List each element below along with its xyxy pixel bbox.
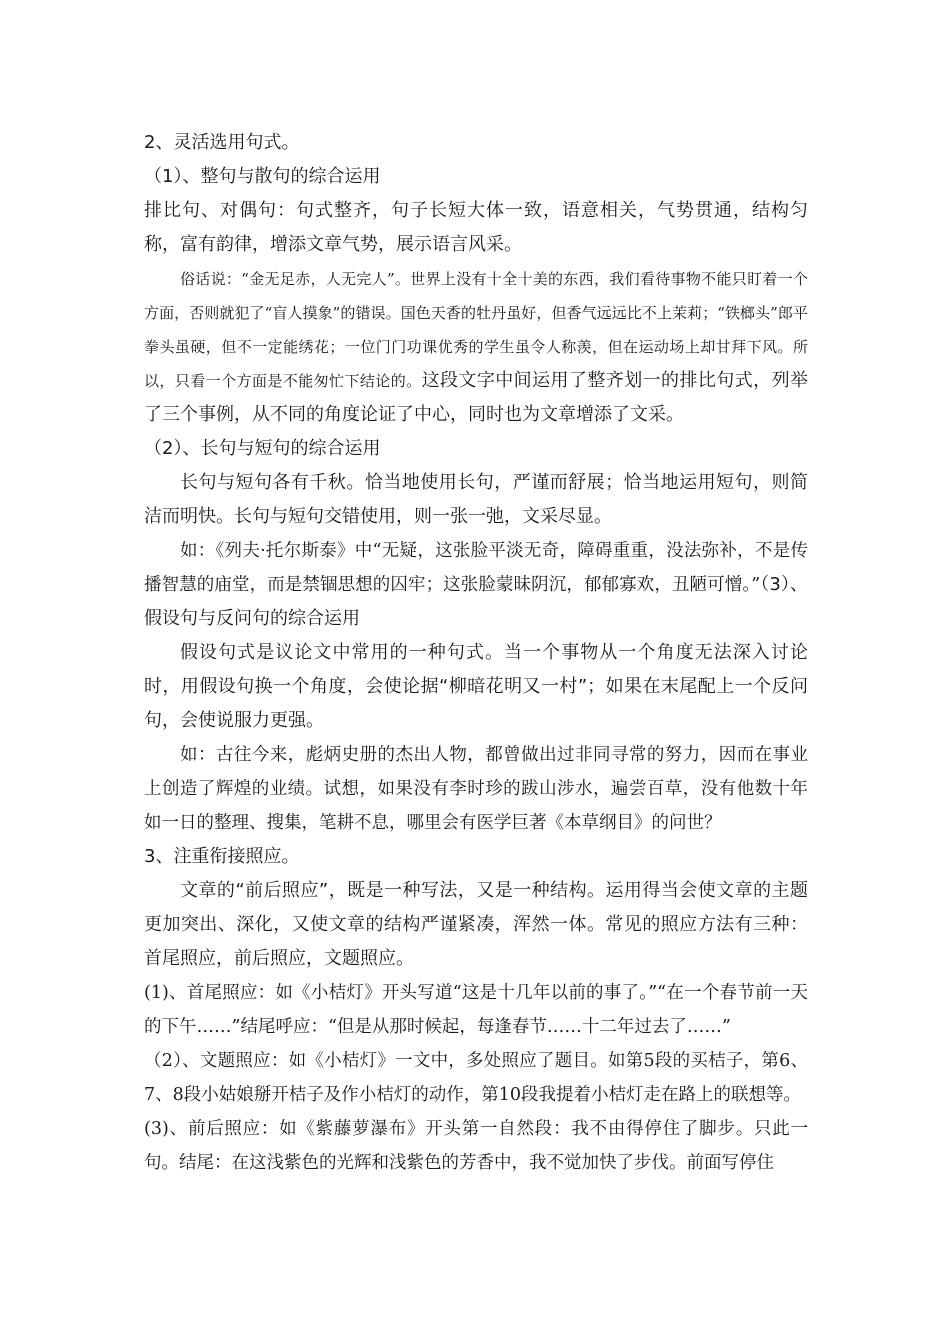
section-2-1-paragraph: 排比句、对偶句：句式整齐，句子长短大体一致，语意相关，气势贯通，结构匀称，富有韵律，增添文章气势，展示语言风采。 [144,200,808,255]
section-2-1-title: （1）、整句与散句的综合运用 [144,166,381,187]
section-2-title: 2、灵活选用句式。 [144,132,300,153]
section-3-2-title-echo: （2）、文题照应：如《小桔灯》一文中，多处照应了题目。如第5段的买桔子，第6、7、8段小姑娘掰开桔子及作小桔灯的动作，第10段我提着小桔灯走在路上的联想等。 [144,1051,808,1105]
section-2-1-example [144,262,808,432]
section-3-paragraph: 文章的“前后照应”，既是一种写法，又是一种结构。运用得当会使文章的主题更加突出、深化，又使文章的结构严谨紧凑，浑然一体。常见的照应方法有三种：首尾照应，前后照应，文题照应。 [144,880,808,969]
section-2-3-paragraph: 假设句式是议论文中常用的一种句式。当一个事物从一个角度无法深入讨论时，用假设句换一个角度，会使论据“柳暗花明又一村”；如果在末尾配上一个反问句，会使说服力更强。 [144,642,808,731]
example-quote: 俗话说：“金无足赤，人无完人”。世界上没有十全十美的东西，我们看待事物不能只盯着一个方面，否则就犯了“盲人摸象”的错误。国色天香的牡丹虽好，但香气远远比不上茉莉；“铁榔头”郎平拳头虽硬，但不一定能绣花；一位门门功课优秀的学生虽令人称羡，但在运动场上却甘拜下风。所以，只看一个方面是不能匆忙下结论的。 [144,270,808,390]
section-2-2-title: （2）、长句与短句的综合运用 [144,438,381,459]
section-3-title: 3、注重衔接照应。 [144,846,300,867]
section-2-2-example [144,534,808,636]
section-3-1-head-tail: (1)、首尾照应：如《小桔灯》开头写道“这是十几年以前的事了。”“在一个春节前一天的下午……”结尾呼应：“但是从那时候起，每逢春节……十二年过去了……” [144,983,808,1037]
section-2-2-paragraph: 长句与短句各有千秋。恰当地使用长句，严谨而舒展；恰当地运用短句，则简洁而明快。长句与短句交错使用，则一张一弛，文采尽显。 [144,472,808,527]
section-2-3-title: （3）、假设句与反问句的综合运用 [144,574,809,629]
document-page [144,126,808,1180]
section-2-3-example: 如：古往今来，彪炳史册的杰出人物，都曾做出过非同寻常的努力，因而在事业上创造了辉煌的业绩。试想，如果没有李时珍的跋山涉水，遍尝百草，没有他数十年如一日的整理、搜集，笔耕不息，哪里会有医学巨著《本草纲目》的问世？ [144,745,808,833]
long-short-example: 如：《列夫·托尔斯泰》中“无疑，这张脸平淡无奇，障碍重重，没法弥补，不是传播智慧的庙堂，而是禁锢思想的囚牢；这张脸蒙昧阴沉，郁郁寡欢，丑陋可憎。” [144,541,808,595]
example-comment: 这段文字中间运用了整齐划一的排比句式，列举了三个事例，从不同的角度论证了中心，同时也为文章增添了文采。 [144,370,808,425]
section-3-3-front-back: (3)、前后照应：如《紫藤萝瀑布》开头第一自然段：我不由得停住了脚步。只此一句。结尾：在这浅紫色的光辉和浅紫色的芳香中，我不觉加快了步伐。前面写停住 [144,1119,808,1173]
